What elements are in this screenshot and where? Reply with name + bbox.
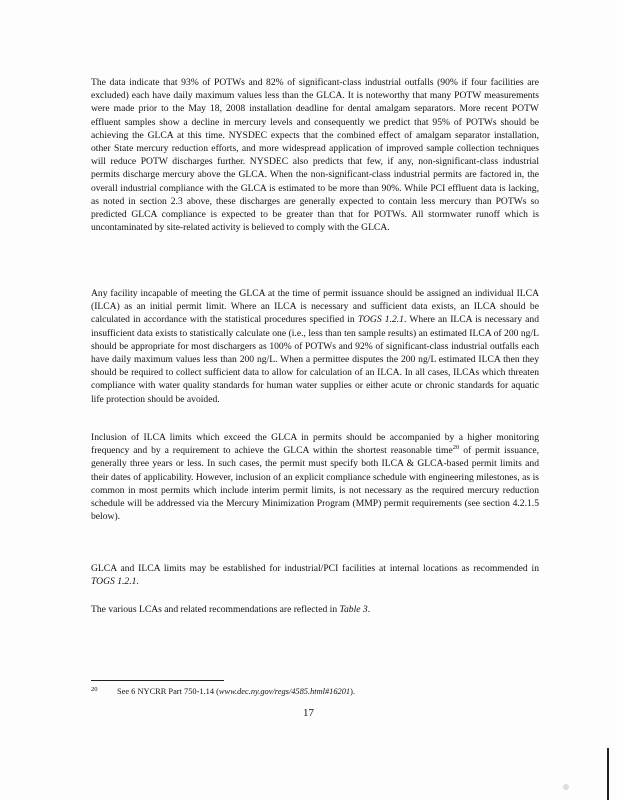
footnote-marker[interactable]: 20 bbox=[452, 444, 460, 452]
paragraph-table-reference bbox=[91, 603, 539, 616]
paragraph-ilca-assignment bbox=[91, 287, 539, 406]
paragraph-text: of permit issuance, generally three years or less. In such cases, the permit must specify both ILCA & GLCA-based permit limits and their dates of applicability. However, inclusion of an explicit compliance schedule with engineering milestones, as is common in most permits which include interim permit limits, is not necessary as the required mercury reduction schedule will be addressed via the Mercury Minimization Program (MMP) permit requirements (see section 4.2.1.5 below). bbox=[91, 445, 540, 523]
paragraph-text: Inclusion of ILCA limits which exceed the GLCA in permits should be accompanied by a higher monitoring frequency and by a requirement to achieve the GLCA within the shortest reasonable time bbox=[91, 432, 539, 457]
footnote-number: 20 bbox=[91, 686, 98, 693]
paragraph-internal-locations bbox=[91, 562, 539, 588]
paragraph-ilca-limits-inclusion bbox=[91, 431, 539, 523]
paragraph-text: GLCA and ILCA limits may be established for industrial/PCI facilities at internal locations as recommended in bbox=[91, 563, 539, 574]
togs-reference: TOGS 1.2.1 bbox=[91, 576, 137, 588]
footnote-text-suffix: ). bbox=[350, 687, 355, 696]
footnote-text bbox=[117, 686, 355, 697]
paragraph-text: . bbox=[136, 576, 139, 588]
togs-reference: TOGS 1.2.1 bbox=[357, 314, 404, 326]
scan-edge-mark bbox=[607, 748, 609, 800]
footnote-link[interactable]: www.dec.ny.gov/regs/4585.html#16201 bbox=[218, 687, 351, 696]
scan-artifact bbox=[563, 784, 569, 790]
paragraph-text: . bbox=[367, 604, 371, 615]
table-reference: Table 3 bbox=[339, 604, 368, 615]
paragraph-text: Any facility incapable of meeting the GLCA at the time of permit issuance should be assigned an individual ILCA (ILCA) as an initial permit limit. Where an ILCA is necessary and sufficient data exists, an ILCA should be calculated in accordance with the statistical procedures specified in bbox=[91, 288, 539, 326]
paragraph-glca-compliance-data: The data indicate that 93% of POTWs and 82% of significant-class industrial outfalls (90% if four facilities are excluded) each have daily maximum values less than the GLCA. It is noteworthy that many POTW measurements were made prior to the May 18, 2008 installation deadline for dental amalgam separators. More recent POTW effluent samples show a decline in mercury levels and consequently we predict that 95% of POTWs should be achieving the GLCA at this time. NYSDEC expects that the combined effect of amalgam separator installation, other State mercury reduction efforts, and more widespread application of improved sample collection techniques will reduce POTW discharges further. NYSDEC also predicts that few, if any, non-significant-class industrial permits discharge mercury above the GLCA. When the non-significant-class industrial permits are factored in, the overall industrial compliance with the GLCA is estimated to be more than 90%. While PCI effluent data is lacking, as noted in section 2.3 above, these discharges are generally expected to contain less mercury than POTWs so predicted GLCA compliance is expected to be greater than that for POTWs. All stormwater runoff which is uncontaminated by site-related activity is believed to comply with the GLCA. bbox=[91, 77, 539, 234]
paragraph-text: The various LCAs and related recommendations are reflected in bbox=[91, 604, 340, 615]
paragraph-text: . Where an ILCA is necessary and insufficient data exists to statistically calculate one (i.e., less than ten sample results) an estimated ILCA of 200 ng/L should be appropriate for most dischargers as 100% of POTWs and 92% of significant-class industrial outfalls each have daily maximum values less than 200 ng/L. When a permittee disputes the 200 ng/L estimated ILCA then they should be required to collect sufficient data to allow for calculation of an ILCA. In all cases, ILCAs which threaten compliance with water quality standards for human water supplies or either acute or chronic standards for aquatic life protection should be avoided. bbox=[91, 314, 539, 405]
footnote-separator bbox=[91, 680, 224, 681]
page-number: 17 bbox=[303, 707, 314, 719]
footnote-text-prefix: See 6 NYCRR Part 750-1.14 ( bbox=[117, 687, 219, 696]
